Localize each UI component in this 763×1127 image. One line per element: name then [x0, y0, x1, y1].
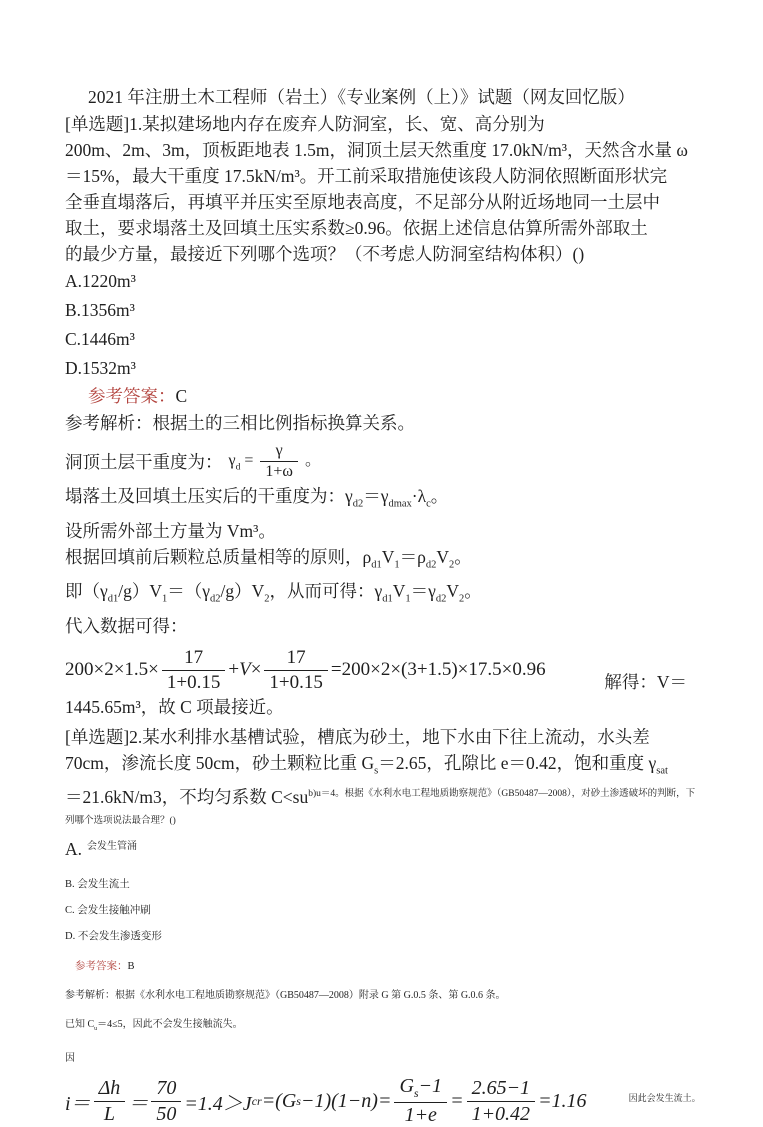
math-subscript: d1	[371, 559, 382, 570]
math-token: 塌落土及回填土压实后的干重度为：γ	[65, 486, 353, 506]
math-subscript: 2	[459, 594, 464, 605]
math-subscript: d	[236, 461, 241, 472]
math-token: i＝	[65, 1087, 91, 1116]
math-subscript: 1	[162, 594, 167, 605]
q1-stem-line-4: 全垂直塌落后，再填平并压实至原地表高度，不足部分从附近场地同一土层中	[65, 189, 705, 215]
math-token: ＝	[128, 1087, 148, 1116]
q1-formula-gamma-d	[229, 442, 321, 481]
fraction-numerator: 17	[162, 647, 225, 671]
q2-option-a	[65, 837, 705, 865]
math-token: ＝4≤5，因此不会发生接触流失。	[97, 1019, 243, 1030]
math-token: 。	[454, 547, 472, 567]
q1-dry-density-label: 洞顶土层干重度为：	[65, 449, 223, 474]
q1-analysis-intro: 参考解析：根据土的三相比例指标换算关系。	[65, 410, 705, 436]
fraction-numerator: Δh	[94, 1077, 126, 1102]
equation-fraction	[162, 647, 225, 694]
fraction-denominator: 50	[151, 1102, 181, 1126]
math-token: ·λ	[412, 486, 426, 506]
math-token: ＝ρ	[400, 547, 426, 567]
fraction-numerator: 70	[151, 1077, 181, 1102]
math-token: ＝（γ	[167, 581, 210, 601]
math-subscript: u	[94, 1026, 97, 1032]
math-subscript: 2	[449, 559, 454, 570]
q2-option-d: D. 不会发生渗透变形	[65, 930, 705, 943]
q1-answer-label: 参考答案：	[88, 386, 176, 406]
math-token: 70cm，渗流长度 50cm，砂土颗粒比重 G	[65, 753, 374, 773]
q1-option-a: A.1220m³	[65, 267, 705, 296]
math-token: /g）V	[118, 581, 162, 601]
q2-stem-line-1: [单选题]2.某水利排水基槽试验，槽底为砂土，地下水由下往上流动，水头差	[65, 724, 705, 750]
math-token: ＝2.65，孔隙比 e＝0.42，饱和重度 γ	[378, 753, 656, 773]
math-token: =1.16	[538, 1090, 587, 1113]
q2-stem-line-3	[65, 784, 705, 814]
math-token: =(G	[262, 1090, 297, 1113]
q1-dry-density-formula-row	[65, 442, 705, 481]
math-subscript: dmax	[388, 499, 411, 510]
q1-derivation-line	[65, 578, 705, 613]
math-subscript: d2	[210, 594, 221, 605]
math-subscript: d1	[108, 594, 119, 605]
page-title: 2021 年注册土木工程师（岩土）《专业案例（上）》试题（网友回忆版）	[65, 84, 705, 111]
math-subscript: d2	[436, 594, 447, 605]
math-subscript: cr	[252, 1094, 262, 1109]
question-2	[65, 724, 705, 1127]
q1-option-c: C.1446m³	[65, 325, 705, 354]
math-subscript: sat	[656, 765, 668, 776]
math-subscript: 1	[394, 559, 399, 570]
q2-gradient-equation	[65, 1075, 701, 1127]
fraction-denominator: 1+e	[394, 1103, 447, 1127]
q1-main-equation-row	[65, 647, 705, 694]
fraction-denominator: 1+0.15	[264, 671, 327, 694]
q2-answer-value: B	[128, 961, 135, 972]
q1-option-b: B.1356m³	[65, 296, 705, 325]
q1-main-equation	[65, 647, 546, 694]
math-token: 。	[305, 452, 321, 469]
math-token: 200×2×1.5×	[65, 659, 159, 681]
math-token: =	[450, 1090, 464, 1113]
math-token: V	[446, 581, 459, 601]
math-subscript: 2	[264, 594, 269, 605]
q1-substitute-label: 代入数据可得：	[65, 613, 705, 639]
math-token: =	[244, 452, 253, 469]
math-token: γ	[229, 452, 236, 469]
math-token: 即（γ	[65, 581, 108, 601]
math-subscript: d1	[382, 594, 393, 605]
q1-answer-value: C	[176, 386, 188, 406]
math-token: −1	[419, 1075, 443, 1097]
q1-stem-line-1: [单选题]1.某拟建场地内存在废弃人防洞室，长、宽、高分别为	[65, 111, 705, 137]
equation-fraction	[151, 1077, 181, 1126]
equation-fraction	[394, 1075, 447, 1127]
math-token: V	[436, 547, 449, 567]
fraction-numerator	[394, 1075, 447, 1103]
math-token: 已知 C	[65, 1019, 94, 1030]
q2-answer-line	[65, 958, 705, 973]
math-subscript: c	[426, 499, 431, 510]
math-token: ＝21.6kN/m3，不均匀系数 C<su	[65, 787, 308, 807]
math-token: 。	[431, 486, 449, 506]
math-token: +	[228, 659, 239, 681]
q2-superscript-note: b)u＝4。根据《水利水电工程地质勘察规范》（GB50487—2008），对砂土渗透破坏的判断，下	[308, 789, 695, 799]
fraction-numerator: γ	[260, 442, 298, 462]
q1-solve-label: 解得：V＝	[604, 669, 687, 694]
question-1	[65, 111, 705, 720]
math-token: ，从而可得：γ	[269, 581, 382, 601]
fraction-numerator: 17	[264, 647, 327, 671]
math-token: −1)(1−n)=	[301, 1090, 391, 1113]
q2-analysis-line-1: 参考解析：根据《水利水电工程地质勘察规范》（GB50487—2008）附录 G 第 G.0.5 条、第 G.0.6 条。	[65, 989, 705, 1002]
q2-answer-label: 参考答案：	[75, 961, 128, 972]
q1-stem-line-2: 200m、2m、3m，顶板距地表 1.5m，洞顶土层天然重度 17.0kN/m³，天然含水量 ω	[65, 137, 705, 163]
q1-mass-equality-line	[65, 544, 705, 579]
q1-stem-line-3: ＝15%，最大干重度 17.5kN/m³。开工前采取措施使该段人防洞依照断面形状完	[65, 163, 705, 189]
math-token: =1.4＞J	[184, 1087, 251, 1116]
fraction-numerator: 2.65−1	[467, 1077, 536, 1102]
q1-formula-fraction	[260, 442, 298, 481]
math-subscript: d2	[426, 559, 437, 570]
fraction-denominator: 1+0.15	[162, 671, 225, 694]
q1-compacted-density-line	[65, 483, 705, 518]
q2-because-line: 因	[65, 1052, 705, 1065]
math-token: V	[393, 581, 406, 601]
math-variable: V	[239, 659, 251, 681]
math-subscript: s	[374, 765, 378, 776]
q1-option-d: D.1532m³	[65, 354, 705, 383]
equation-fraction	[264, 647, 327, 694]
math-token: ＝γ	[363, 486, 388, 506]
q2-stem-line-2	[65, 750, 705, 785]
equation-fraction	[94, 1077, 126, 1126]
math-token: V	[382, 547, 395, 567]
q2-equation-conclusion: 因此会发生流土。	[629, 1091, 701, 1104]
q2-stem-line-4: 列哪个选项说法最合理？()	[65, 814, 705, 829]
math-subscript: 1	[405, 594, 410, 605]
math-token: /g）V	[220, 581, 264, 601]
math-token: ＝γ	[411, 581, 436, 601]
q2-option-c: C. 会发生接触冲刷	[65, 904, 705, 917]
q2-known-line	[65, 1018, 705, 1036]
math-subscript: s	[296, 1094, 301, 1109]
math-subscript: s	[414, 1086, 419, 1100]
q2-gradient-equation-row	[65, 1075, 705, 1127]
equation-fraction	[467, 1077, 536, 1126]
fraction-denominator: L	[94, 1102, 126, 1126]
q2-option-a-text: 会发生管涌	[87, 841, 137, 852]
q1-result-line: 1445.65m³，故 C 项最接近。	[65, 694, 705, 720]
q1-answer-line	[65, 383, 705, 410]
q1-assume-line: 设所需外部土方量为 Vm³。	[65, 518, 705, 544]
math-token: G	[399, 1075, 413, 1097]
fraction-denominator: 1+ω	[260, 462, 298, 481]
fraction-denominator: 1+0.42	[467, 1102, 536, 1126]
q2-option-b: B. 会发生流土	[65, 878, 705, 891]
math-subscript: d2	[353, 499, 364, 510]
math-token: 。	[464, 581, 482, 601]
math-token: ×	[251, 659, 262, 681]
q1-stem-line-6: 的最少方量，最接近下列哪个选项？（不考虑人防洞室结构体积）()	[65, 241, 705, 267]
math-token: =200×2×(3+1.5)×17.5×0.96	[331, 659, 546, 681]
math-token: 根据回填前后颗粒总质量相等的原则，ρ	[65, 547, 371, 567]
q2-option-a-letter: A.	[65, 839, 82, 859]
q1-stem-line-5: 取土，要求塌落土及回填土压实系数≥0.96。依据上述信息估算所需外部取土	[65, 215, 705, 241]
